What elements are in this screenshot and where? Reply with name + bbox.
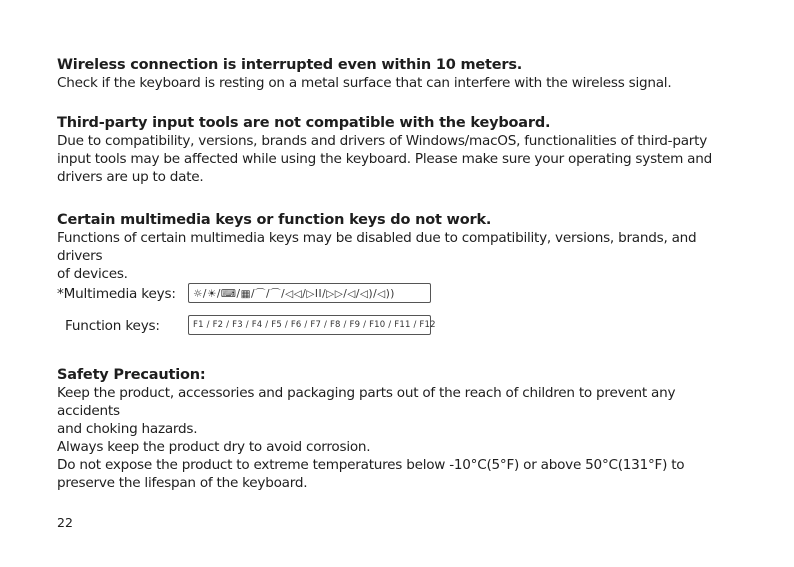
section-text-line: of devices. xyxy=(57,266,128,282)
section-multimedia xyxy=(57,211,737,334)
section-text-line: drivers are up to date. xyxy=(57,169,204,185)
function-keys-label: Function keys: xyxy=(65,318,160,334)
section-text-line: Keep the product, accessories and packaging parts out of the reach of children to prevent any accidents xyxy=(57,385,676,419)
section-text-line: Check if the keyboard is resting on a metal surface that can interfere with the wireless signal. xyxy=(57,75,672,91)
multimedia-keys-label: *Multimedia keys: xyxy=(57,286,176,302)
section-heading: Safety Precaution: xyxy=(57,367,206,383)
section-text-line: Due to compatibility, versions, brands and drivers of Windows/macOS, functionalities of third-party xyxy=(57,133,707,149)
section-text-line: Do not expose the product to extreme temperatures below -10°C(5°F) or above 50°C(131°F) to xyxy=(57,457,685,473)
section-heading: Wireless connection is interrupted even within 10 meters. xyxy=(57,57,523,73)
multimedia-keys-icons: ☼/☀/⌨/▦/⌒/⌒/◁◁/▷II/▷▷/◁/◁)/◁)) xyxy=(188,283,431,303)
function-keys-row xyxy=(57,315,757,337)
section-text-line: Always keep the product dry to avoid corrosion. xyxy=(57,439,371,455)
page-number: 22 xyxy=(57,515,73,530)
section-text-line: input tools may be affected while using the keyboard. Please make sure your operating system and xyxy=(57,151,712,167)
function-keys-list: F1 / F2 / F3 / F4 / F5 / F6 / F7 / F8 / F9 / F10 / F11 / F12 xyxy=(188,315,431,335)
multimedia-keys-row xyxy=(57,283,757,305)
section-safety xyxy=(57,366,737,492)
section-wireless xyxy=(57,56,737,92)
section-heading: Third-party input tools are not compatible with the keyboard. xyxy=(57,115,551,131)
section-text-line: and choking hazards. xyxy=(57,421,198,437)
section-heading: Certain multimedia keys or function keys do not work. xyxy=(57,212,492,228)
section-third-party xyxy=(57,114,737,186)
section-text-line: preserve the lifespan of the keyboard. xyxy=(57,475,308,491)
section-text-line: Functions of certain multimedia keys may be disabled due to compatibility, versions, brands, and drivers xyxy=(57,230,697,264)
